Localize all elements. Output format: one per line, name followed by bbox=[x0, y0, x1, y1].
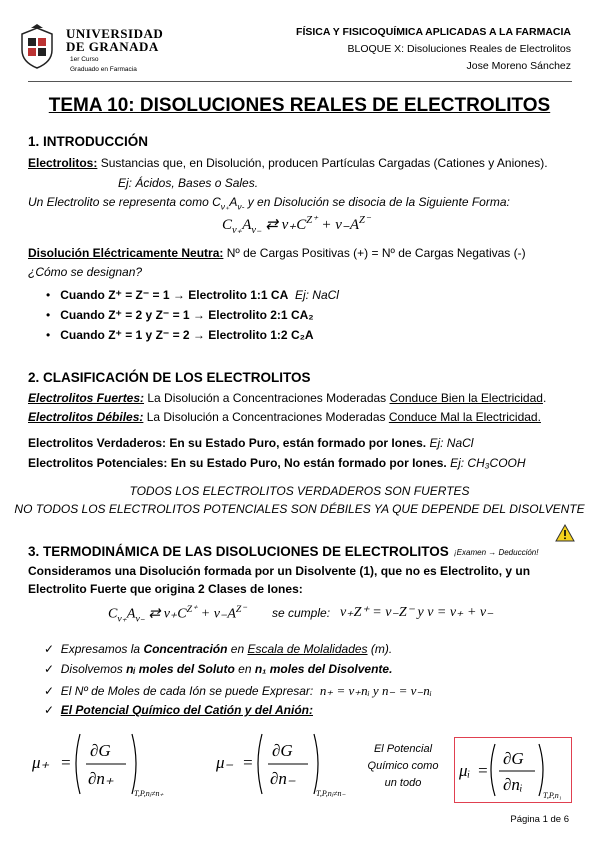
note-potenciales: NO TODOS LOS ELECTROLITOS POTENCIALES SON DÉBILES YA QUE DEPENDE DEL DISOLVENTE bbox=[14, 502, 585, 516]
verdaderos-text: Electrolitos Verdaderos: En su Estado Puro, están formado por Iones. bbox=[28, 436, 427, 450]
university-name-line2: DE GRANADA bbox=[66, 39, 159, 54]
page-number: Página 1 de 6 bbox=[510, 814, 569, 825]
charge-balance-formula: ν₊Z⁺ = ν₋Z⁻ y ν = ν₊ + ν₋ bbox=[340, 605, 494, 620]
svg-text:μ₋: μ₋ bbox=[216, 753, 234, 772]
course-label: 1er Curso bbox=[70, 56, 99, 63]
university-name-line1: UNIVERSIDAD bbox=[66, 26, 164, 41]
svg-text:∂G: ∂G bbox=[90, 741, 111, 760]
fuertes-mid: La Disolución a Concentraciones Moderadas bbox=[144, 391, 390, 405]
block-title: BLOQUE X: Disoluciones Reales de Electrolitos bbox=[347, 43, 571, 55]
list-item: ✓ Expresamos la Concentración en Escala de Molalidades (m). bbox=[44, 642, 393, 656]
potenciales-line bbox=[28, 456, 526, 470]
neutral-def-text: Nº de Cargas Positivas (+) = Nº de Cargas Negativas (-) bbox=[223, 246, 526, 260]
verdaderos-line bbox=[28, 436, 473, 450]
page-title: TEMA 10: DISOLUCIONES REALES DE ELECTROLITOS bbox=[48, 95, 551, 116]
list-item: ✓ Disolvemos nᵢ moles del Soluto en n₁ moles del Disolvente. bbox=[44, 662, 393, 676]
intro-line2: Electrolito Fuerte que origina 2 Clases de Iones: bbox=[28, 582, 303, 596]
dissociation-formula: $C_{\nu_+}A_{\nu_-}$ ⇄ $\nu_+C^{Z^+} + \nu_-A^{Z^-}$ bbox=[222, 215, 371, 236]
electrolitos-def-text: Sustancias que, en Disolución, producen Partículas Cargadas (Cationes y Aniones). bbox=[97, 156, 548, 170]
svg-text:=: = bbox=[60, 753, 72, 772]
header-divider bbox=[28, 81, 572, 82]
intro-line1: Consideramos una Disolución formada por un Disolvente (1), que no es Electrolito, y un bbox=[28, 564, 531, 578]
list-item: • Cuando Z⁺ = Z⁻ = 1 → Electrolito 1:1 CA Ej: NaCl bbox=[46, 288, 339, 302]
svg-text:=: = bbox=[477, 761, 489, 780]
verdaderos-example: Ej: NaCl bbox=[429, 436, 474, 450]
bullet-text: Cuando Z⁺ = 1 y Z⁻ = 2 → Electrolito 1:2 C₂A bbox=[60, 328, 314, 342]
note-verdaderos: TODOS LOS ELECTROLITOS VERDADEROS SON FUERTES bbox=[129, 484, 470, 498]
neutral-definition bbox=[28, 246, 526, 260]
electrolitos-example: Ej: Ácidos, Bases o Sales. bbox=[118, 176, 259, 190]
represent-tail: y en Disolución se disocia de la Siguiente Forma: bbox=[244, 195, 510, 209]
electrolitos-label: Electrolitos: bbox=[28, 156, 98, 170]
debiles-mid: La Disolución a Concentraciones Moderadas bbox=[143, 410, 389, 424]
fuertes-line: Electrolitos Fuertes: La Disolución a Concentraciones Moderadas Conduce Bien la Electricidad. bbox=[28, 391, 547, 405]
svg-text:T,P,n₁: T,P,n₁ bbox=[543, 791, 562, 800]
bullet-text: Cuando Z⁺ = 2 y Z⁻ = 1 → Electrolito 2:1 CA₂ bbox=[60, 308, 314, 322]
bullet-example: Ej: NaCl bbox=[294, 288, 339, 302]
debiles-line bbox=[28, 410, 541, 424]
bullet-text: Cuando Z⁺ = Z⁻ = 1 → Electrolito 1:1 CA bbox=[60, 288, 289, 302]
section2-heading: 2. CLASIFICACIÓN DE LOS ELECTROLITOS bbox=[28, 370, 311, 385]
list-item: • Cuando Z⁺ = 1 y Z⁻ = 2 → Electrolito 1:2 C₂A bbox=[46, 328, 314, 342]
university-crest-icon bbox=[14, 24, 60, 70]
represent-line: Un Electrolito se representa como $C_{\nu_+}A_{\nu-}$ y en Disolución se disocia de la Siguiente Forma: bbox=[28, 195, 510, 212]
neutral-label: Disolución Eléctricamente Neutra: bbox=[28, 246, 224, 260]
svg-text:∂nᵢ: ∂nᵢ bbox=[503, 775, 523, 794]
fuertes-label: Electrolitos Fuertes: bbox=[28, 391, 145, 405]
potential-explanation: El Potencial Químico como un todo bbox=[367, 743, 439, 789]
potenciales-text: Electrolitos Potenciales: En su Estado Puro, No están formado por Iones. bbox=[28, 456, 447, 470]
debiles-tail: Conduce Mal la Electricidad. bbox=[388, 410, 541, 424]
degree-label: Graduado en Farmacia bbox=[70, 66, 137, 73]
designation-question: ¿Cómo se designan? bbox=[28, 265, 143, 279]
svg-text:T,P,nⱼ≠n₊: T,P,nⱼ≠n₊ bbox=[134, 789, 164, 798]
list-item: ✓ El Nº de Moles de cada Ión se puede Expresar: n₊ = ν₊nᵢ y n₋ = ν₋nᵢ bbox=[44, 683, 432, 698]
svg-text:∂G: ∂G bbox=[272, 741, 293, 760]
exam-note: ¡Examen → Deducción! bbox=[454, 548, 539, 557]
svg-text:∂n₋: ∂n₋ bbox=[270, 769, 296, 788]
svg-text:∂n₊: ∂n₊ bbox=[88, 769, 114, 788]
svg-text:T,P,nⱼ≠n₋: T,P,nⱼ≠n₋ bbox=[316, 789, 346, 798]
fuertes-tail: Conduce Bien la Electricidad bbox=[389, 391, 543, 405]
ion-formula: $C_{\nu_+}A_{\nu_-}$ ⇄ $\nu_+C^{Z^+} + \nu_-A^{Z^-}$ bbox=[108, 604, 247, 625]
highlighted-formula-box bbox=[454, 737, 572, 803]
electrolitos-definition bbox=[28, 156, 548, 170]
section3-heading: 3. TERMODINÁMICA DE LAS DISOLUCIONES DE ELECTROLITOS bbox=[28, 544, 449, 559]
svg-text:μ₊: μ₊ bbox=[32, 753, 50, 772]
list-item: • Cuando Z⁺ = 2 y Z⁻ = 1 → Electrolito 2:1 CA₂ bbox=[46, 308, 314, 322]
se-cumple-label: se cumple: bbox=[272, 606, 331, 620]
author-name: Jose Moreno Sánchez bbox=[466, 60, 571, 72]
svg-text:μᵢ: μᵢ bbox=[459, 761, 471, 780]
svg-text:=: = bbox=[242, 753, 254, 772]
debiles-label: Electrolitos Débiles: bbox=[28, 410, 144, 424]
subject-title: FÍSICA Y FISICOQUÍMICA APLICADAS A LA FARMACIA bbox=[296, 26, 571, 38]
section1-heading: 1. INTRODUCCIÓN bbox=[28, 134, 149, 149]
list-item: ✓ El Potencial Químico del Catión y del Anión: bbox=[44, 703, 313, 717]
represent-text: Un Electrolito se representa como C bbox=[28, 195, 221, 209]
mu-i-formula bbox=[455, 738, 571, 802]
chemical-potential-formulas bbox=[28, 728, 358, 808]
svg-text:∂G: ∂G bbox=[503, 749, 524, 768]
warning-icon bbox=[555, 524, 575, 542]
potenciales-example: Ej: CH₃COOH bbox=[450, 456, 526, 470]
